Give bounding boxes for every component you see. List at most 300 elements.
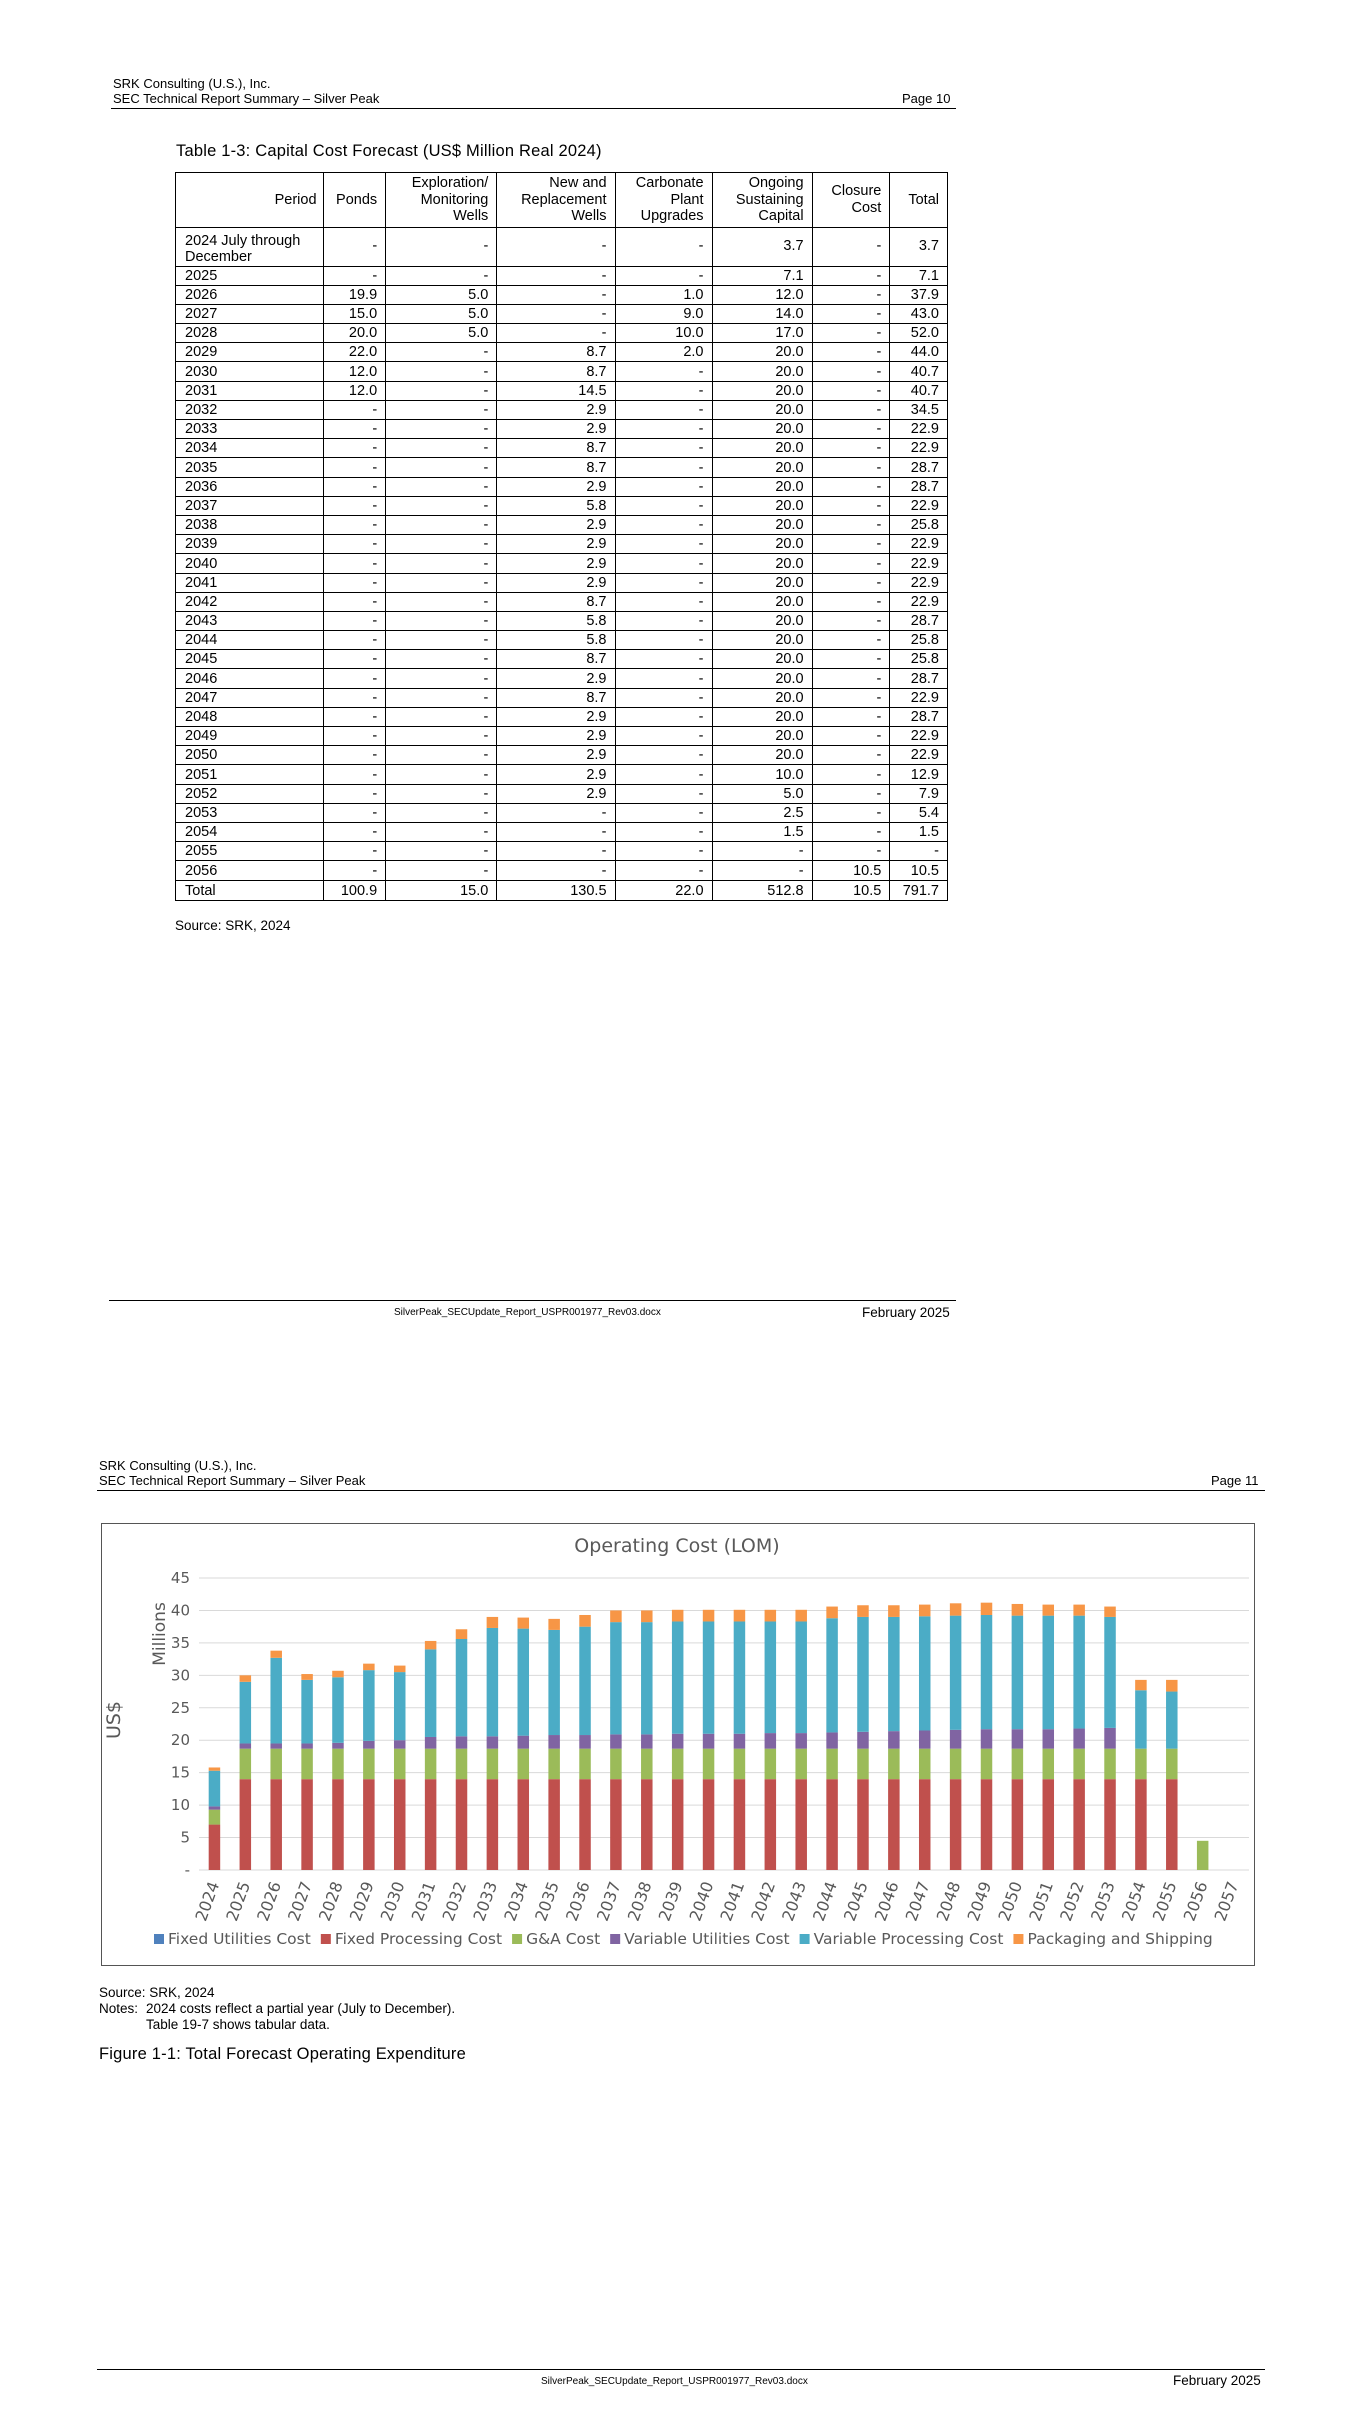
table-cell: - [812, 822, 890, 841]
table-cell: 14.0 [712, 304, 812, 323]
bar-segment [857, 1732, 869, 1749]
bar-segment [826, 1779, 838, 1870]
col-header: Exploration/ Monitoring Wells [386, 173, 497, 228]
table-cell: - [615, 631, 712, 650]
table-cell: - [615, 746, 712, 765]
table-cell: 2.9 [497, 727, 615, 746]
table-cell: - [890, 842, 948, 861]
table-cell: - [615, 688, 712, 707]
table-cell: - [323, 515, 386, 534]
table-cell: - [615, 515, 712, 534]
table-cell: 5.8 [497, 496, 615, 515]
bar-segment [641, 1779, 653, 1870]
note-2: Table 19-7 shows tabular data. [146, 2017, 330, 2032]
y-tick-label: 10 [170, 1796, 190, 1815]
table-cell: - [812, 650, 890, 669]
bar-segment [394, 1740, 406, 1748]
bar-segment [209, 1825, 221, 1870]
bar-segment [950, 1603, 962, 1615]
table-cell: 22.9 [890, 746, 948, 765]
x-tick-label: 2028 [314, 1878, 347, 1924]
bar-segment [240, 1675, 252, 1681]
legend-label: Fixed Utilities Cost [168, 1930, 311, 1948]
bar-segment [301, 1749, 313, 1779]
x-tick-label: 2047 [901, 1878, 934, 1924]
table-cell: - [615, 842, 712, 861]
bar-segment [456, 1749, 468, 1779]
bar-segment [270, 1658, 282, 1744]
bar-segment [919, 1605, 931, 1617]
table-cell: 20.0 [712, 688, 812, 707]
table-cell: 40.7 [890, 362, 948, 381]
table-cell: 512.8 [712, 880, 812, 900]
bar-segment [456, 1639, 468, 1736]
x-tick-label: 2055 [1148, 1878, 1181, 1924]
y-tick-label: 45 [170, 1569, 190, 1587]
bar-segment [950, 1616, 962, 1730]
table-cell: - [615, 669, 712, 688]
bar-segment [826, 1749, 838, 1779]
table-cell: 5.0 [712, 784, 812, 803]
table-cell: 9.0 [615, 304, 712, 323]
table-cell: - [615, 381, 712, 400]
table-cell: - [386, 496, 497, 515]
table-cell: 130.5 [497, 880, 615, 900]
table-cell: - [323, 842, 386, 861]
col-header: Ongoing Sustaining Capital [712, 173, 812, 228]
table-cell: 20.0 [712, 554, 812, 573]
table-cell: - [812, 420, 890, 439]
table-cell: 20.0 [712, 420, 812, 439]
table-cell: - [323, 439, 386, 458]
table-cell: 2.9 [497, 420, 615, 439]
table-cell: 12.0 [323, 362, 386, 381]
table-cell: - [323, 554, 386, 573]
x-tick-label: 2041 [716, 1878, 749, 1924]
table-cell: - [615, 611, 712, 630]
bar-segment [610, 1622, 622, 1734]
table-cell: 3.7 [890, 227, 948, 266]
page2-footer-rule [97, 2369, 1265, 2370]
x-tick-label: 2038 [623, 1878, 656, 1924]
bar-segment [1166, 1680, 1178, 1692]
table-cell: 22.9 [890, 535, 948, 554]
table-cell: - [615, 362, 712, 381]
bar-segment [487, 1749, 499, 1779]
table-cell: - [615, 650, 712, 669]
bar-segment [579, 1615, 591, 1627]
table-cell: - [386, 477, 497, 496]
table-cell: 10.0 [615, 324, 712, 343]
table-cell: - [323, 400, 386, 419]
x-tick-label: 2051 [1025, 1878, 1058, 1924]
table-cell: 2055 [176, 842, 324, 861]
page1-company: SRK Consulting (U.S.), Inc. [113, 76, 271, 91]
note-1: 2024 costs reflect a partial year (July to December). [146, 2001, 456, 2016]
legend-swatch [800, 1934, 810, 1944]
table-cell: - [386, 650, 497, 669]
x-tick-label: 2050 [994, 1878, 1027, 1924]
table-cell: - [615, 784, 712, 803]
y-unit-label: Millions [150, 1602, 170, 1666]
table-cell: - [712, 842, 812, 861]
x-tick-label: 2034 [500, 1878, 533, 1924]
table-cell: 2048 [176, 707, 324, 726]
legend-swatch [610, 1934, 620, 1944]
x-tick-label: 2030 [376, 1878, 409, 1924]
table-cell: 2056 [176, 861, 324, 880]
y-tick-label: 40 [170, 1601, 190, 1620]
table-cell: 2.5 [712, 803, 812, 822]
table-cell: - [812, 458, 890, 477]
bar-segment [1012, 1616, 1024, 1730]
table-cell: - [386, 515, 497, 534]
table-cell: 2054 [176, 822, 324, 841]
table-cell: 2030 [176, 362, 324, 381]
page2-footer-date: February 2025 [1173, 2373, 1261, 2388]
bar-segment [456, 1736, 468, 1748]
bar-segment [456, 1779, 468, 1870]
bar-segment [240, 1779, 252, 1870]
table-row [176, 477, 948, 496]
table-cell: 2024 July through December [176, 227, 324, 266]
table-cell: 2.9 [497, 477, 615, 496]
table-cell: - [812, 343, 890, 362]
table-cell: 20.0 [712, 669, 812, 688]
notes-label: Notes: [99, 2001, 139, 2016]
bar-segment [672, 1734, 684, 1749]
table-cell: - [386, 765, 497, 784]
bar-segment [394, 1779, 406, 1870]
bar-segment [1166, 1749, 1178, 1779]
bar-segment [363, 1749, 375, 1779]
bar-segment [1166, 1779, 1178, 1870]
bar-segment [672, 1610, 684, 1622]
bar-segment [1104, 1749, 1116, 1779]
table-cell: 43.0 [890, 304, 948, 323]
bar-segment [270, 1743, 282, 1748]
table-cell: 1.5 [890, 822, 948, 841]
bar-segment [981, 1615, 993, 1729]
bar-segment [1073, 1729, 1085, 1749]
table-cell: - [323, 746, 386, 765]
table-cell: - [615, 707, 712, 726]
bar-segment [826, 1732, 838, 1748]
bar-segment [518, 1779, 530, 1870]
page2-report-title: SEC Technical Report Summary – Silver Peak [99, 1473, 366, 1488]
bar-segment [425, 1749, 437, 1779]
table-row [176, 439, 948, 458]
legend-swatch [321, 1934, 331, 1944]
bar-segment [1012, 1779, 1024, 1870]
table-cell: 2.9 [497, 573, 615, 592]
table-row [176, 861, 948, 880]
table-cell: 2.9 [497, 746, 615, 765]
table-row [176, 381, 948, 400]
table-body [176, 227, 948, 900]
table-cell: Total [176, 880, 324, 900]
x-tick-label: 2026 [253, 1878, 285, 1924]
table-cell: - [615, 822, 712, 841]
legend-label: Variable Processing Cost [813, 1930, 1004, 1948]
bar-segment [579, 1735, 591, 1749]
bar-segment [1073, 1779, 1085, 1870]
table-cell: 20.0 [712, 592, 812, 611]
bar-segment [548, 1630, 560, 1735]
legend-label: Variable Utilities Cost [624, 1930, 790, 1948]
bar-segment [301, 1743, 313, 1748]
table-cell: 2033 [176, 420, 324, 439]
bar-segment [765, 1733, 777, 1749]
table-cell: - [615, 477, 712, 496]
table-cell: - [386, 381, 497, 400]
table-cell: 20.0 [712, 496, 812, 515]
col-header: Period [176, 173, 324, 228]
table-cell: - [812, 400, 890, 419]
col-header: Carbonate Plant Upgrades [615, 173, 712, 228]
table-cell: - [323, 573, 386, 592]
table-cell: 20.0 [712, 707, 812, 726]
bar-segment [1073, 1616, 1085, 1729]
table-cell: 20.0 [712, 477, 812, 496]
table-cell: - [386, 727, 497, 746]
table-row [176, 746, 948, 765]
table-cell: 8.7 [497, 650, 615, 669]
table-cell: 2029 [176, 343, 324, 362]
bar-segment [919, 1749, 931, 1779]
table-cell: 8.7 [497, 592, 615, 611]
table-cell: - [615, 573, 712, 592]
bar-segment [548, 1749, 560, 1779]
table-cell: - [386, 631, 497, 650]
bar-segment [734, 1749, 746, 1779]
table-cell: - [615, 554, 712, 573]
table-cell: - [497, 803, 615, 822]
bar-segment [332, 1743, 344, 1749]
table-cell: 2040 [176, 554, 324, 573]
table-row [176, 420, 948, 439]
table-cell: 2.9 [497, 554, 615, 573]
bar-segment [301, 1680, 313, 1744]
bar-segment [487, 1617, 499, 1628]
bar-segment [981, 1779, 993, 1870]
bar-segment [363, 1779, 375, 1870]
bar-segment [795, 1749, 807, 1779]
bar-segment [301, 1674, 313, 1680]
table-cell: 22.9 [890, 439, 948, 458]
bar-segment [950, 1749, 962, 1779]
table-cell: 20.0 [712, 400, 812, 419]
table-cell: 52.0 [890, 324, 948, 343]
table-cell: - [386, 400, 497, 419]
table-cell: 12.9 [890, 765, 948, 784]
bar-segment [209, 1806, 221, 1809]
table-cell: - [712, 861, 812, 880]
table-cell: - [812, 304, 890, 323]
table-row [176, 727, 948, 746]
bar-segment [981, 1603, 993, 1615]
table-cell: 2.9 [497, 784, 615, 803]
x-tick-label: 2025 [222, 1878, 255, 1924]
bar-segment [1043, 1749, 1055, 1779]
bar-segment [270, 1651, 282, 1658]
table-cell: - [812, 592, 890, 611]
table-cell: 2038 [176, 515, 324, 534]
table-cell: 2039 [176, 535, 324, 554]
table-cell: - [812, 669, 890, 688]
table-cell: 2.9 [497, 515, 615, 534]
table-cell: 2032 [176, 400, 324, 419]
bar-segment [919, 1779, 931, 1870]
x-tick-label: 2044 [809, 1878, 841, 1924]
table-cell: 20.0 [712, 458, 812, 477]
table-cell: - [323, 650, 386, 669]
table-cell: 2046 [176, 669, 324, 688]
table-cell: - [615, 458, 712, 477]
table-cell: - [615, 861, 712, 880]
capital-cost-table [175, 172, 948, 901]
table-cell: 20.0 [712, 515, 812, 534]
page2-page-number: Page 11 [1211, 1473, 1259, 1488]
x-tick-label: 2033 [469, 1878, 502, 1924]
table-cell: 5.0 [386, 285, 497, 304]
table-cell: - [323, 784, 386, 803]
bar-segment [425, 1779, 437, 1870]
table-cell: 20.0 [712, 343, 812, 362]
table-cell: - [386, 592, 497, 611]
bar-segment [734, 1610, 746, 1622]
table-cell: 12.0 [323, 381, 386, 400]
table-cell: - [386, 707, 497, 726]
bar-segment [672, 1621, 684, 1733]
x-tick-label: 2049 [963, 1878, 996, 1924]
bar-segment [487, 1779, 499, 1870]
table-cell: - [323, 458, 386, 477]
x-tick-label: 2032 [438, 1878, 471, 1924]
table-cell: 2026 [176, 285, 324, 304]
table-cell: 2031 [176, 381, 324, 400]
bar-segment [888, 1779, 900, 1870]
table-cell: 20.0 [712, 573, 812, 592]
table-cell: 22.9 [890, 573, 948, 592]
table-cell: - [812, 554, 890, 573]
bar-segment [1012, 1729, 1024, 1748]
operating-cost-chart [102, 1524, 1254, 1965]
table-cell: 34.5 [890, 400, 948, 419]
table-cell: 40.7 [890, 381, 948, 400]
table-cell: 5.0 [386, 324, 497, 343]
table-cell: - [497, 266, 615, 285]
table-cell: 28.7 [890, 611, 948, 630]
table-cell: 100.9 [323, 880, 386, 900]
bar-segment [703, 1621, 715, 1733]
table-cell: - [386, 227, 497, 266]
bar-segment [209, 1767, 221, 1770]
table-row [176, 285, 948, 304]
table-cell: - [386, 842, 497, 861]
bar-segment [487, 1736, 499, 1748]
table-row [176, 631, 948, 650]
table-row [176, 324, 948, 343]
table-cell: 15.0 [323, 304, 386, 323]
table-cell: - [497, 842, 615, 861]
table-cell: - [386, 573, 497, 592]
table-cell: 22.9 [890, 420, 948, 439]
table-cell: 22.9 [890, 554, 948, 573]
bar-segment [270, 1779, 282, 1870]
table-cell: - [812, 266, 890, 285]
bar-segment [270, 1749, 282, 1779]
table-cell: 22.9 [890, 592, 948, 611]
x-tick-label: 2027 [284, 1878, 316, 1924]
table-cell: 28.7 [890, 458, 948, 477]
y-tick-label: - [184, 1861, 190, 1879]
bar-segment [425, 1737, 437, 1749]
table-cell: - [323, 611, 386, 630]
y-tick-label: 5 [180, 1828, 190, 1847]
table-cell: - [812, 573, 890, 592]
table-total-row [176, 880, 948, 900]
table-cell: - [812, 707, 890, 726]
table-cell: 2042 [176, 592, 324, 611]
table-row [176, 784, 948, 803]
table-cell: - [812, 381, 890, 400]
page1-report-title: SEC Technical Report Summary – Silver Peak [113, 91, 380, 106]
x-tick-label: 2036 [562, 1878, 594, 1924]
table-cell: 2.9 [497, 707, 615, 726]
table-row [176, 573, 948, 592]
table-cell: 2044 [176, 631, 324, 650]
table-header-row [176, 173, 948, 228]
table-cell: 1.5 [712, 822, 812, 841]
table-cell: 2053 [176, 803, 324, 822]
table-cell: 28.7 [890, 669, 948, 688]
bar-segment [734, 1779, 746, 1870]
bar-segment [888, 1605, 900, 1617]
legend-label: Fixed Processing Cost [334, 1930, 503, 1948]
table-cell: 12.0 [712, 285, 812, 304]
table-cell: - [497, 304, 615, 323]
page1-footer-file: SilverPeak_SECUpdate_Report_USPR001977_Rev03.docx [394, 1307, 661, 1318]
table-cell: - [497, 324, 615, 343]
bar-segment [857, 1605, 869, 1617]
bar-segment [1073, 1749, 1085, 1779]
table-cell: 5.8 [497, 631, 615, 650]
table-cell: - [386, 439, 497, 458]
table-cell: 2.9 [497, 765, 615, 784]
table-cell: 2034 [176, 439, 324, 458]
x-tick-label: 2029 [345, 1878, 378, 1924]
page2-header-rule [97, 1490, 1265, 1491]
table-cell: 20.0 [712, 535, 812, 554]
table-cell: 22.0 [615, 880, 712, 900]
x-tick-label: 2039 [654, 1878, 687, 1924]
bar-segment [703, 1610, 715, 1622]
x-tick-label: 2048 [932, 1878, 965, 1924]
bar-segment [425, 1649, 437, 1737]
bar-segment [672, 1749, 684, 1779]
table-cell: 20.0 [323, 324, 386, 343]
table-row [176, 515, 948, 534]
bar-segment [1135, 1680, 1147, 1690]
table-cell: 44.0 [890, 343, 948, 362]
table-cell: 10.5 [812, 861, 890, 880]
bar-segment [518, 1736, 530, 1749]
table-row [176, 707, 948, 726]
x-tick-label: 2043 [778, 1878, 810, 1924]
table-cell: 2.0 [615, 343, 712, 362]
col-header: New and Replacement Wells [497, 173, 615, 228]
